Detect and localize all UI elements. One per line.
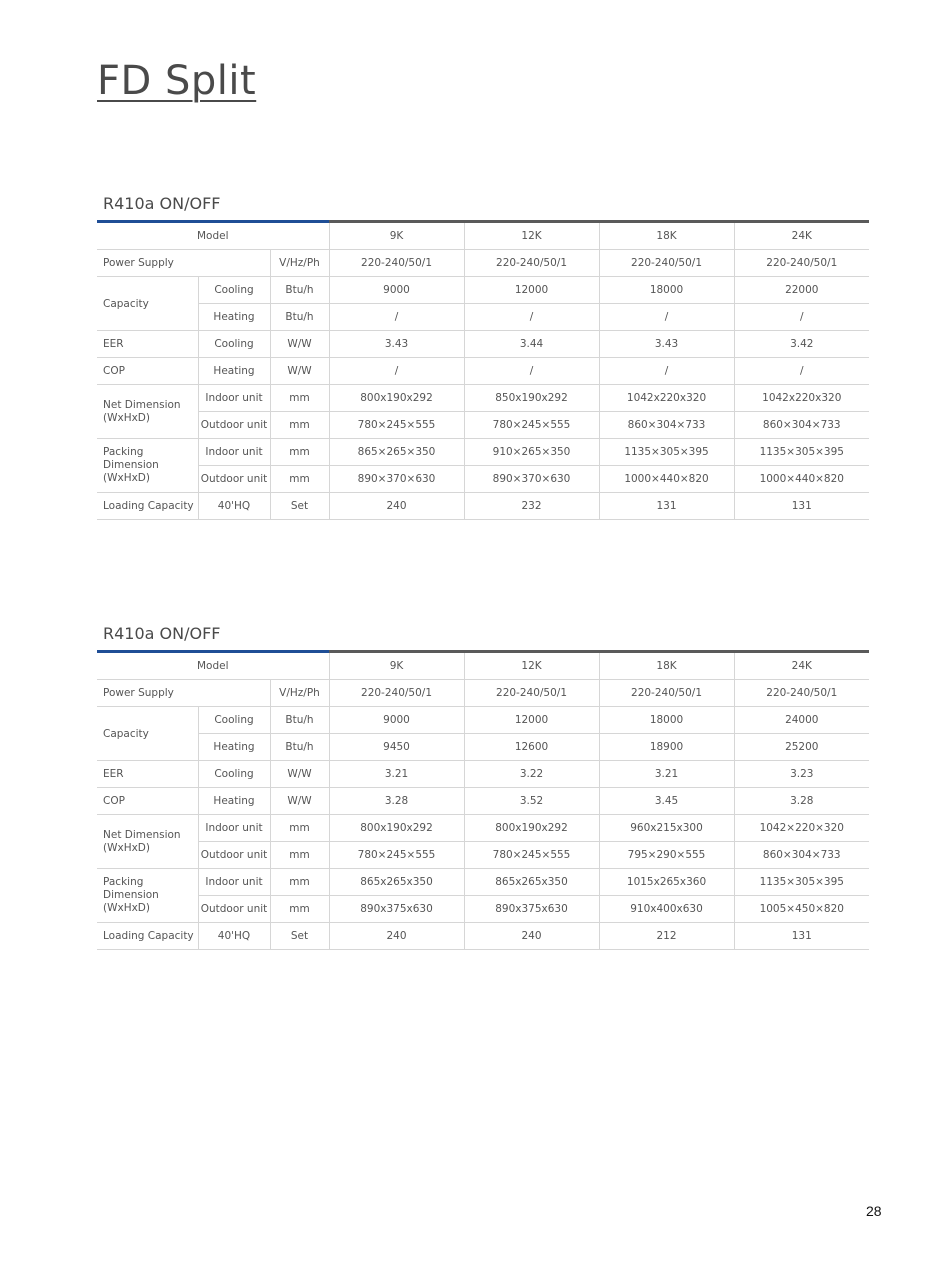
value-cell: 3.21	[329, 761, 464, 788]
row-pack-indoor	[97, 439, 869, 466]
page-number: 28	[866, 1203, 882, 1219]
value-cell: 240	[329, 493, 464, 520]
value-cell: 220-240/50/1	[599, 680, 734, 707]
row-net-indoor	[97, 385, 869, 412]
spec-table	[97, 223, 869, 520]
cop-label: COP	[97, 358, 198, 385]
value-cell: 220-240/50/1	[734, 250, 869, 277]
packing-dimension-label: Packing Dimension (WxHxD)	[97, 869, 198, 923]
value-cell: 1135×305×395	[734, 439, 869, 466]
outdoor-unit-label: Outdoor unit	[198, 842, 270, 869]
value-cell: /	[464, 358, 599, 385]
row-cop	[97, 358, 869, 385]
value-cell: 780×245×555	[329, 842, 464, 869]
row-pack-indoor	[97, 869, 869, 896]
value-cell: 9000	[329, 707, 464, 734]
value-cell: 3.45	[599, 788, 734, 815]
value-cell: 1135×305×395	[734, 869, 869, 896]
value-cell: 890x375x630	[329, 896, 464, 923]
unit-cell: W/W	[270, 358, 329, 385]
indoor-unit-label: Indoor unit	[198, 385, 270, 412]
row-cop	[97, 788, 869, 815]
value-cell: 131	[599, 493, 734, 520]
value-cell: 22000	[734, 277, 869, 304]
value-cell: 890x375x630	[464, 896, 599, 923]
model-label: Model	[97, 653, 329, 680]
value-cell: 1000×440×820	[734, 466, 869, 493]
net-dimension-label: Net Dimension (WxHxD)	[97, 815, 198, 869]
unit-cell: Set	[270, 923, 329, 950]
cop-label: COP	[97, 788, 198, 815]
unit-cell: V/Hz/Ph	[270, 680, 329, 707]
packing-dimension-label: Packing Dimension (WxHxD)	[97, 439, 198, 493]
row-net-indoor	[97, 815, 869, 842]
unit-cell: Btu/h	[270, 277, 329, 304]
outdoor-unit-label: Outdoor unit	[198, 412, 270, 439]
value-cell: 3.52	[464, 788, 599, 815]
model-cell: 12K	[464, 223, 599, 250]
value-cell: 18000	[599, 277, 734, 304]
unit-cell: mm	[270, 466, 329, 493]
unit-cell: W/W	[270, 761, 329, 788]
row-heating-capacity	[97, 304, 869, 331]
value-cell: 220-240/50/1	[464, 680, 599, 707]
spec-table	[97, 653, 869, 950]
row-cooling-capacity	[97, 277, 869, 304]
row-pack-outdoor	[97, 466, 869, 493]
value-cell: 1042x220x320	[599, 385, 734, 412]
heating-label: Heating	[198, 304, 270, 331]
unit-cell: mm	[270, 385, 329, 412]
value-cell: 3.21	[599, 761, 734, 788]
model-cell: 18K	[599, 653, 734, 680]
capacity-label: Capacity	[97, 707, 198, 761]
outdoor-unit-label: Outdoor unit	[198, 466, 270, 493]
value-cell: 1000×440×820	[599, 466, 734, 493]
row-loading-capacity	[97, 493, 869, 520]
value-cell: 860×304×733	[734, 842, 869, 869]
heating-label: Heating	[198, 358, 270, 385]
unit-cell: Btu/h	[270, 304, 329, 331]
value-cell: 131	[734, 923, 869, 950]
value-cell: 890×370×630	[329, 466, 464, 493]
outdoor-unit-label: Outdoor unit	[198, 896, 270, 923]
row-net-outdoor	[97, 842, 869, 869]
value-cell: 3.23	[734, 761, 869, 788]
row-power-supply	[97, 250, 869, 277]
row-power-supply	[97, 680, 869, 707]
value-cell: 3.43	[329, 331, 464, 358]
indoor-unit-label: Indoor unit	[198, 869, 270, 896]
eer-label: EER	[97, 331, 198, 358]
value-cell: 25200	[734, 734, 869, 761]
unit-cell: W/W	[270, 788, 329, 815]
unit-cell: mm	[270, 815, 329, 842]
heating-label: Heating	[198, 788, 270, 815]
value-cell: 12600	[464, 734, 599, 761]
loading-capacity-label: Loading Capacity	[97, 923, 198, 950]
power-supply-label: Power Supply	[97, 680, 270, 707]
value-cell: /	[464, 304, 599, 331]
value-cell: 800x190x292	[464, 815, 599, 842]
cooling-label: Cooling	[198, 707, 270, 734]
header-rule	[97, 220, 869, 223]
unit-cell: Btu/h	[270, 707, 329, 734]
value-cell: 1015x265x360	[599, 869, 734, 896]
value-cell: 780×245×555	[329, 412, 464, 439]
value-cell: 850x190x292	[464, 385, 599, 412]
row-loading-capacity	[97, 923, 869, 950]
value-cell: 1135×305×395	[599, 439, 734, 466]
value-cell: /	[734, 304, 869, 331]
value-cell: 3.28	[329, 788, 464, 815]
unit-cell: mm	[270, 869, 329, 896]
unit-cell: Set	[270, 493, 329, 520]
value-cell: 240	[464, 923, 599, 950]
value-cell: 232	[464, 493, 599, 520]
value-cell: 220-240/50/1	[599, 250, 734, 277]
model-cell: 24K	[734, 653, 869, 680]
table-title: R410a ON/OFF	[103, 624, 221, 643]
page-title: FD Split	[97, 58, 257, 104]
power-supply-label: Power Supply	[97, 250, 270, 277]
value-cell: 860×304×733	[599, 412, 734, 439]
value-cell: 865x265x350	[329, 869, 464, 896]
value-cell: 3.22	[464, 761, 599, 788]
value-cell: 3.28	[734, 788, 869, 815]
unit-cell: mm	[270, 412, 329, 439]
row-net-outdoor	[97, 412, 869, 439]
value-cell: /	[599, 358, 734, 385]
value-cell: 12000	[464, 277, 599, 304]
unit-cell: W/W	[270, 331, 329, 358]
value-cell: 240	[329, 923, 464, 950]
model-label: Model	[97, 223, 329, 250]
model-cell: 9K	[329, 223, 464, 250]
value-cell: 800x190x292	[329, 815, 464, 842]
value-cell: 212	[599, 923, 734, 950]
capacity-label: Capacity	[97, 277, 198, 331]
unit-cell: mm	[270, 842, 329, 869]
row-cooling-capacity	[97, 707, 869, 734]
value-cell: 1005×450×820	[734, 896, 869, 923]
value-cell: 220-240/50/1	[464, 250, 599, 277]
value-cell: 960x215x300	[599, 815, 734, 842]
value-cell: 890×370×630	[464, 466, 599, 493]
net-dimension-label: Net Dimension (WxHxD)	[97, 385, 198, 439]
row-model	[97, 653, 869, 680]
row-heating-capacity	[97, 734, 869, 761]
spec-section-1	[97, 192, 869, 520]
value-cell: 780×245×555	[464, 842, 599, 869]
value-cell: 18900	[599, 734, 734, 761]
model-cell: 12K	[464, 653, 599, 680]
table-title: R410a ON/OFF	[103, 194, 221, 213]
value-cell: 860×304×733	[734, 412, 869, 439]
value-cell: 18000	[599, 707, 734, 734]
loading-capacity-label: Loading Capacity	[97, 493, 198, 520]
model-cell: 24K	[734, 223, 869, 250]
value-cell: 9450	[329, 734, 464, 761]
value-cell: /	[329, 304, 464, 331]
header-rule	[97, 650, 869, 653]
value-cell: 3.43	[599, 331, 734, 358]
unit-cell: Btu/h	[270, 734, 329, 761]
unit-cell: V/Hz/Ph	[270, 250, 329, 277]
container-label: 40'HQ	[198, 923, 270, 950]
value-cell: 220-240/50/1	[329, 250, 464, 277]
cooling-label: Cooling	[198, 331, 270, 358]
row-eer	[97, 331, 869, 358]
value-cell: 24000	[734, 707, 869, 734]
value-cell: 3.44	[464, 331, 599, 358]
value-cell: /	[734, 358, 869, 385]
indoor-unit-label: Indoor unit	[198, 815, 270, 842]
spec-section-2	[97, 622, 869, 950]
value-cell: 1042×220×320	[734, 815, 869, 842]
value-cell: 780×245×555	[464, 412, 599, 439]
value-cell: 910x400x630	[599, 896, 734, 923]
value-cell: 1042x220x320	[734, 385, 869, 412]
value-cell: 865×265×350	[329, 439, 464, 466]
model-cell: 18K	[599, 223, 734, 250]
value-cell: /	[329, 358, 464, 385]
value-cell: 795×290×555	[599, 842, 734, 869]
indoor-unit-label: Indoor unit	[198, 439, 270, 466]
value-cell: 131	[734, 493, 869, 520]
unit-cell: mm	[270, 896, 329, 923]
cooling-label: Cooling	[198, 277, 270, 304]
value-cell: /	[599, 304, 734, 331]
model-cell: 9K	[329, 653, 464, 680]
row-eer	[97, 761, 869, 788]
eer-label: EER	[97, 761, 198, 788]
value-cell: 12000	[464, 707, 599, 734]
value-cell: 9000	[329, 277, 464, 304]
value-cell: 800x190x292	[329, 385, 464, 412]
value-cell: 220-240/50/1	[734, 680, 869, 707]
value-cell: 910×265×350	[464, 439, 599, 466]
unit-cell: mm	[270, 439, 329, 466]
cooling-label: Cooling	[198, 761, 270, 788]
row-model	[97, 223, 869, 250]
value-cell: 220-240/50/1	[329, 680, 464, 707]
value-cell: 865x265x350	[464, 869, 599, 896]
heating-label: Heating	[198, 734, 270, 761]
container-label: 40'HQ	[198, 493, 270, 520]
row-pack-outdoor	[97, 896, 869, 923]
value-cell: 3.42	[734, 331, 869, 358]
